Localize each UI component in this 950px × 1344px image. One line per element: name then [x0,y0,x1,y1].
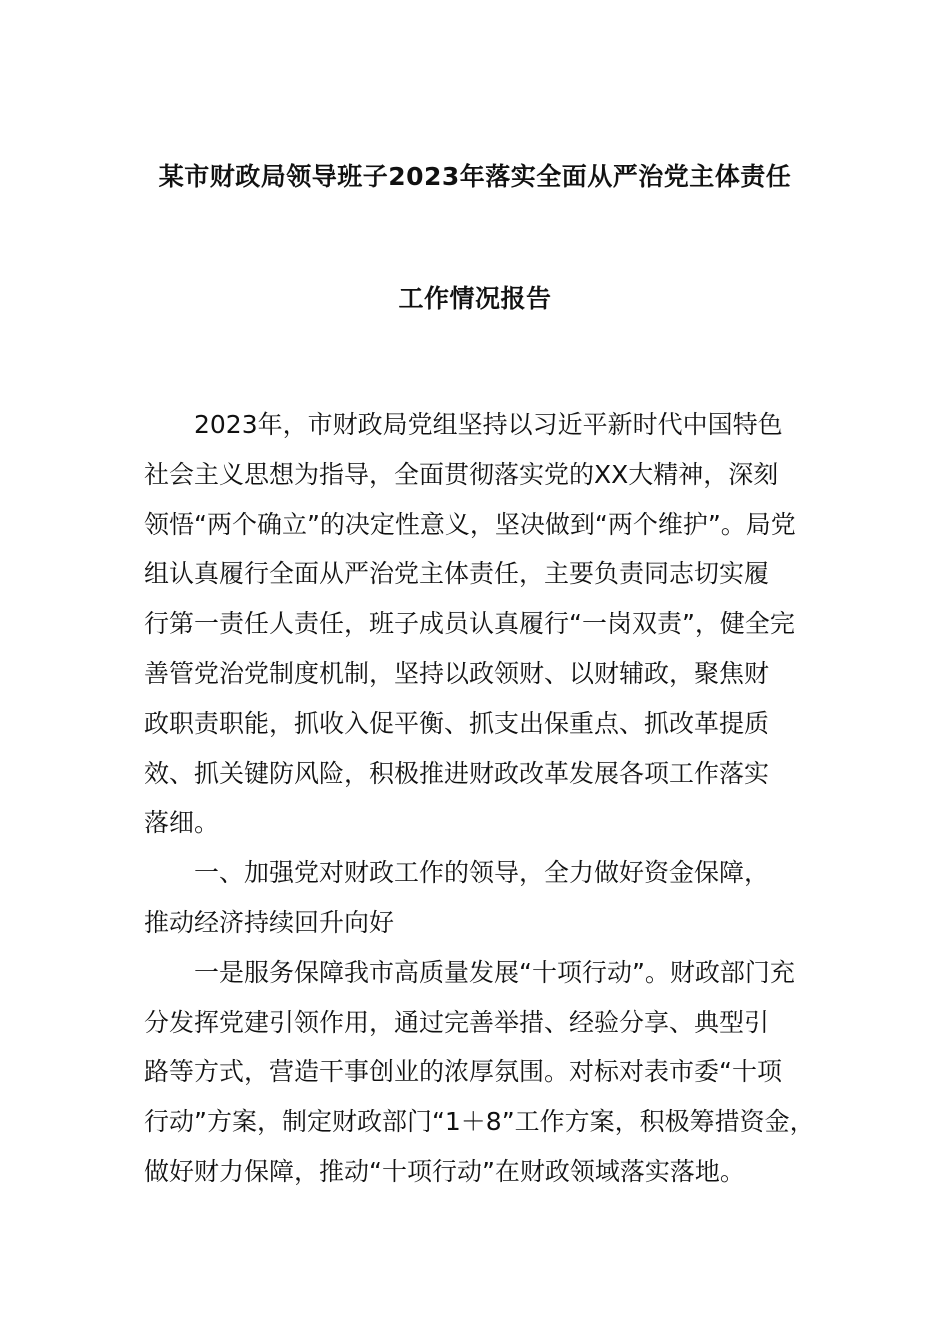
paragraph-1-line-8: 效、抓关键防风险，积极推进财政改革发展各项工作落实 [144,758,770,788]
section-heading-1-line-1: 一、加强党对财政工作的领导，全力做好资金保障， [194,858,770,888]
document-title-line-1: 某市财政局领导班子2023年落实全面从严治党主体责任 [158,162,792,191]
section-heading-1-line-2: 推动经济持续回升向好 [144,907,395,937]
paragraph-2-line-2: 分发挥党建引领作用，通过完善举措、经验分享、典型引 [144,1007,770,1037]
paragraph-1-line-9: 落细。 [144,808,220,838]
paragraph-2-line-4: 行动”方案，制定财政部门“1＋8”工作方案，积极筹措资金， [144,1107,815,1137]
paragraph-1-line-4: 组认真履行全面从严治党主体责任，主要负责同志切实履 [144,559,770,589]
paragraph-1-line-5: 行第一责任人责任，班子成员认真履行“一岗双责”，健全完 [144,609,795,639]
paragraph-2-line-5: 做好财力保障，推动“十项行动”在财政领域落实落地。 [144,1156,745,1186]
paragraph-1-line-3: 领悟“两个确立”的决定性意义，坚决做到“两个维护”。局党 [144,509,796,539]
paragraph-2-line-1: 一是服务保障我市高质量发展“十项行动”。财政部门充 [194,957,795,987]
paragraph-2-line-3: 路等方式，营造干事创业的浓厚氛围。对标对表市委“十项 [144,1057,782,1087]
document-body [144,400,834,1197]
paragraph-1-line-1: 2023年，市财政局党组坚持以习近平新时代中国特色 [194,410,783,439]
paragraph-1-line-6: 善管党治党制度机制，坚持以政领财、以财辅政，聚焦财 [144,658,770,688]
document-title-line-2: 工作情况报告 [398,284,552,313]
paragraph-1-line-7: 政职责职能，抓收入促平衡、抓支出保重点、抓改革提质 [144,708,770,738]
paragraph-1-line-2: 社会主义思想为指导，全面贯彻落实党的XX大精神，深刻 [144,459,779,489]
